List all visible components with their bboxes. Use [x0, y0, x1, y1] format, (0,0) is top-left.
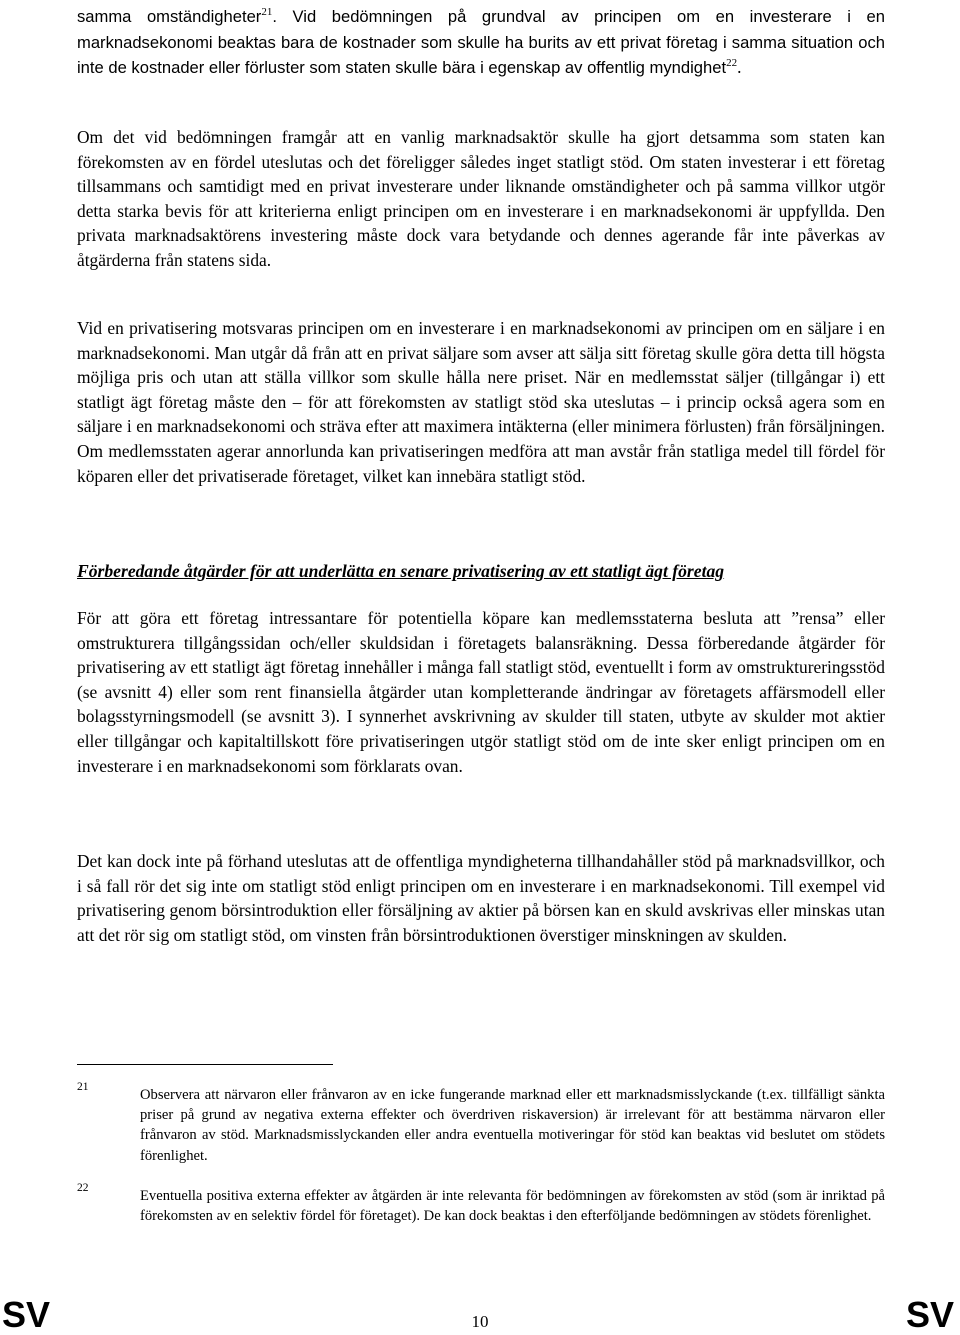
footnote-text: Observera att närvaron eller frånvaron av en icke fungerande marknad eller ett marknadsmisslyckande (t.ex. tillfälligt sänkta priser på grund av negativa externa effekter och överdriven riskaversion) är irrelevant för att bestämma närvaron eller frånvaron av stöd. Marknadsmisslyckanden eller andra eventuella motiveringar för stöd kan beaktas vid beslutet om stödets förenlighet.: [140, 1087, 885, 1164]
paragraph-5: Det kan dock inte på förhand uteslutas att de offentliga myndigheterna tillhandahåller stöd på marknadsvillkor, och i så fall rör det sig inte om statligt stöd enligt principen om en investerare i en marknadsekonomi. Till exempel vid privatisering genom börsintroduktion eller försäljning av aktier på börsen kan en skuld avskrivas eller minskas utan att det rör sig om statligt stöd, om vinsten från börsintroduktionen överstiger minskningen av skulden.: [77, 851, 885, 945]
footnote-ref-22[interactable]: 22: [726, 57, 738, 70]
p1-body: . Vid bedömningen på grundval av principen om en investerare i en marknadsekonomi beaktas bara de kostnader som skulle ha burits av ett privat företag i samma situation och inte de kostnader eller förluster som staten skulle bära i egenskap av offentlig myndighet: [77, 7, 885, 78]
p1-end: .: [737, 57, 742, 78]
footnote-number: 21: [77, 1081, 89, 1093]
page-number: 10: [471, 1312, 489, 1331]
paragraph-1: [77, 4, 885, 81]
footnote-separator: [77, 1064, 333, 1065]
footnote-number: 22: [77, 1182, 89, 1194]
language-label-left: SV: [2, 1294, 51, 1335]
p1-start: samma omständigheter: [77, 7, 262, 26]
paragraph-2: Om det vid bedömningen framgår att en vanlig marknadsaktör skulle ha gjort detsamma som staten kan förekomsten av en fördel uteslutas och det föreligger således inget statligt stöd. Om staten investerar i ett företag tillsammans och samtidigt med en privat investerare under liknande omständigheter och på samma villkor utgör detta starka bevis för att kriterierna enligt principen om en investerare i en marknadsekonomi är uppfyllda. Den privata marknadsaktörens investering måste dock vara betydande och dennes agerande får inte påverkas av åtgärderna från statens sida.: [77, 127, 885, 270]
footnote-22: [77, 1182, 885, 1226]
language-label-right: SV: [905, 1294, 954, 1335]
section-heading: Förberedande åtgärder för att underlätta en senare privatisering av ett statligt ägt företag: [77, 561, 725, 581]
paragraph-4: För att göra ett företag intressantare för potentiella köpare kan medlemsstaterna besluta att ”rensa” eller omstrukturera tillgångssidan och/eller skuldsidan i företagets balansräkning. Dessa förberedande åtgärder för privatisering av ett statligt ägt företag innehåller i många fall statligt stöd, eventuellt i form av omstruktureringsstöd (se avsnitt 4) eller som rent finansiella åtgärder utan kompletterande ändringar av företagets affärsmodell eller bolagsstyrningsmodell (se avsnitt 3). I synnerhet avskrivning av skulder till staten, utbyte av skulder mot aktier eller tillgångar och kapitaltillskott före privatiseringen utgör statligt stöd om de inte sker enligt principen om en investerare i en marknadsekonomi som förklarats ovan.: [77, 608, 885, 776]
paragraph-3: Vid en privatisering motsvaras principen om en investerare i en marknadsekonomi av principen om en säljare i en marknadsekonomi. Man utgår då från att en privat säljare som avser att sälja sitt företag skulle göra detta till högsta möjliga pris och utan att ställa villkor som skulle hålla nere priset. När en medlemsstat säljer (tillgångar i) ett statligt ägt företag måste den – för att förekomsten av statligt stöd ska uteslutas – i princip också agera som en säljare i en marknadsekonomi och sträva efter att maximera intäkterna (eller minimera förlusten) från försäljningen. Om medlemsstaten agerar annorlunda kan privatiseringen medföra att man avstår från statliga medel till fördel för köparen eller det privatiserade företaget, vilket kan innebära statligt stöd.: [77, 318, 885, 486]
footnote-ref-21[interactable]: 21: [261, 6, 273, 19]
footnote-21: [77, 1081, 885, 1166]
footnote-text: Eventuella positiva externa effekter av åtgärden är inte relevanta för bedömningen av förekomsten av stöd (som är inriktad på förekomsten av en selektiv fördel för företaget). De kan dock beaktas i den efterföljande bedömningen av stödets förenlighet.: [140, 1188, 885, 1225]
